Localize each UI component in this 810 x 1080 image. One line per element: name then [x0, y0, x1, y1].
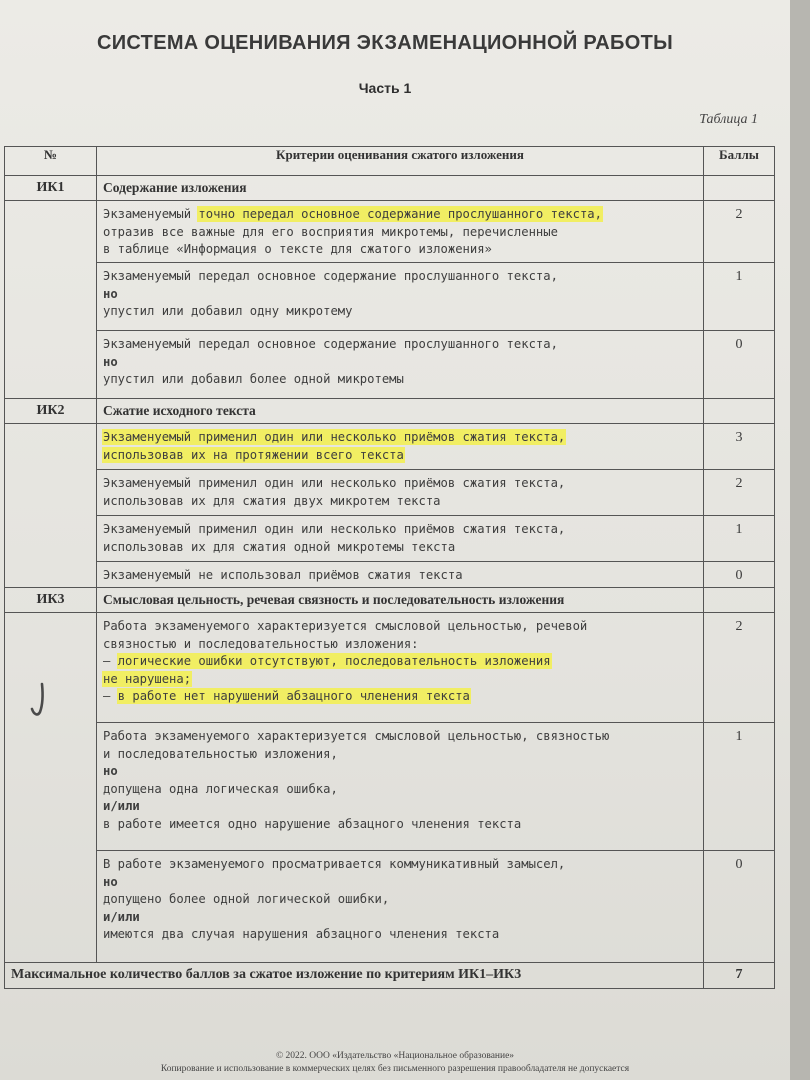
highlight-mark: в работе нет нарушений абзацного членения текста [117, 689, 470, 703]
ik1-row2-text: Экзаменуемый передал основное содержание прослушанного текста, но упустил или добавил одну микротему [97, 263, 704, 331]
part-heading: Часть 1 [358, 80, 412, 96]
table-label: Таблица 1 [699, 112, 758, 127]
ik3-row3-points: 0 [704, 851, 775, 963]
ik2-title: Сжатие исходного текста [97, 399, 704, 424]
ik3-row1-text: Работа экзаменуемого характеризуется смысловой цельностью, речевой связностью и последовательностью изложения: – логические ошибки отсутствуют, последовательность изложения не нарушена; – в работе нет нарушений абзацного членения текста [97, 613, 704, 723]
max-score-points: 7 [704, 963, 775, 989]
ik1-row2-points: 1 [704, 263, 775, 331]
ik3-code-cell-empty [5, 613, 97, 963]
highlight-mark: логические ошибки отсутствуют, последовательность изложения [117, 654, 551, 668]
ik1-row3-points: 0 [704, 331, 775, 399]
adjacent-page-edge [790, 0, 810, 1080]
ik1-title: Содержание изложения [97, 176, 704, 201]
ik2-row3-points: 1 [704, 516, 775, 562]
ik3-row2-text: Работа экзаменуемого характеризуется смысловой цельностью, связностью и последовательностью изложения, но допущена одна логическая ошибка, и/или в работе имеется одно нарушение абзацного членения текста [97, 723, 704, 851]
ik1-code: ИК1 [5, 176, 97, 201]
ik3-code: ИК3 [5, 588, 97, 613]
ik2-row3-text: Экзаменуемый применил один или несколько приёмов сжатия текста, использовав их для сжатия одной микротемы текста [97, 516, 704, 562]
ik2-row2-points: 2 [704, 470, 775, 516]
ik2-row1-text [97, 424, 704, 470]
header-points: Баллы [704, 147, 775, 176]
criteria-table [4, 146, 775, 989]
ik3-row1-points: 2 [704, 613, 775, 723]
highlight-mark: точно передал основное содержание прослушанного текста, [198, 207, 602, 221]
ik3-title-points [704, 588, 775, 613]
ik1-title-points [704, 176, 775, 201]
highlight-mark: Экзаменуемый применил один или несколько приёмов сжатия текста, [103, 430, 566, 444]
ik2-row2-text: Экзаменуемый применил один или несколько приёмов сжатия текста, использовав их для сжатия двух микротем текста [97, 470, 704, 516]
highlight-mark: не нарушена; [103, 671, 192, 686]
ik2-row1-points: 3 [704, 424, 775, 470]
ik1-row3-text: Экзаменуемый передал основное содержание прослушанного текста, но упустил или добавил более одной микротемы [97, 331, 704, 399]
ik2-code: ИК2 [5, 399, 97, 424]
header-criteria: Критерии оценивания сжатого изложения [97, 147, 704, 176]
ik3-row3-text: В работе экзаменуемого просматривается коммуникативный замысел, но допущено более одной логической ошибки, и/или имеются два случая нарушения абзацного членения текста [97, 851, 704, 963]
header-num: № [5, 147, 97, 176]
ik1-row1-points: 2 [704, 201, 775, 263]
ik1-code-cell-empty [5, 201, 97, 399]
ik2-row4-text: Экзаменуемый не использовал приёмов сжатия текста [97, 562, 704, 588]
handwritten-check-icon [28, 682, 50, 718]
ik3-row2-points: 1 [704, 723, 775, 851]
highlight-mark: использовав их на протяжении всего текста [103, 447, 404, 462]
ik2-row4-points: 0 [704, 562, 775, 588]
ik1-row1-text: Экзаменуемый точно передал основное содержание прослушанного текста, отразив все важные для его восприятия микротемы, перечисленные в таблице «Информация о тексте для сжатого изложения» [97, 201, 704, 263]
max-score-label: Максимальное количество баллов за сжатое изложение по критериям ИК1–ИК3 [5, 963, 704, 989]
copyright-footer: © 2022. ООО «Издательство «Национальное образование» Копирование и использование в коммерческих целях без письменного разрешения правообладателя не допускается [160, 1051, 630, 1074]
ik2-title-points [704, 399, 775, 424]
ik2-code-cell-empty [5, 424, 97, 588]
ik3-title: Смысловая цельность, речевая связность и последовательность изложения [97, 588, 704, 613]
page-title: СИСТЕМА ОЦЕНИВАНИЯ ЭКЗАМЕНАЦИОННОЙ РАБОТЫ [97, 32, 673, 54]
